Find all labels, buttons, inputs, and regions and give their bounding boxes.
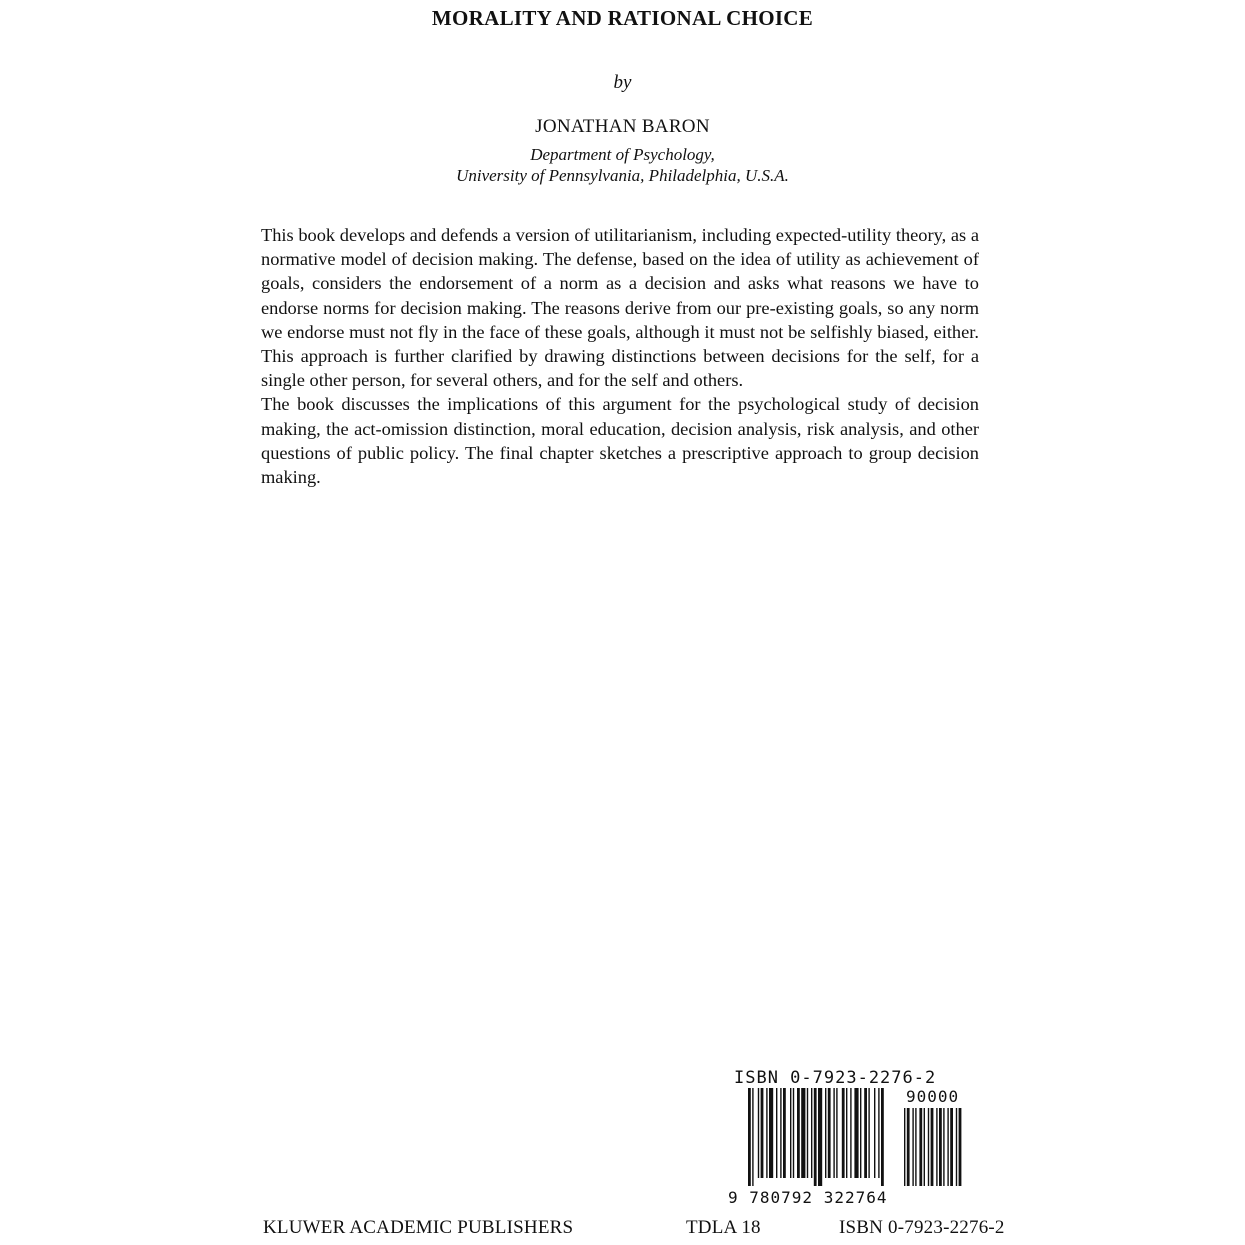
barcode-addon-bar [915,1108,916,1186]
barcode-bar [864,1088,867,1178]
barcode-addon-number: 90000 [906,1087,960,1106]
by-label: by [613,72,632,93]
barcode-bar [836,1088,837,1178]
barcode-bar [807,1088,808,1178]
barcode-bar [752,1088,753,1186]
barcode-addon-bar [943,1108,944,1186]
barcode-addon-bar [904,1108,905,1186]
barcode-bar [780,1088,781,1178]
series-number: TDLA 18 [686,1217,761,1238]
description-paragraph-1: This book develops and defends a version of utilitarianism, including expected-utility theory, as a normative model of decision making. The defense, based on the idea of utility as achievement of goals, considers the endorsement of a norm as a decision and asks what reasons we have to endorse norms for decision making. The reasons derive from our pre-existing goals, so any norm we endorse must not fly in the face of these goals, although it must not be selfishly biased, either. This approach is further clarified by drawing distinctions between decisions for the self, for a single other person, for several others, and for the self and others. [261,225,979,391]
barcode-addon-bar [924,1108,925,1186]
barcode-bar [797,1088,800,1178]
barcode-bar [868,1088,869,1178]
footer-isbn: ISBN 0-7923-2276-2 [839,1217,1005,1238]
description-paragraph-2: The book discusses the implications of this argument for the psychological study of decision making, the act-omission distinction, moral education, decision analysis, risk analysis, and other questions of public policy. The final chapter sketches a prescriptive approach to group decision making. [261,394,979,488]
barcode-bar [828,1088,831,1178]
barcode-bar [748,1088,751,1186]
barcode-bar [850,1088,851,1178]
barcode-bar [874,1088,875,1178]
barcode-bar [811,1088,812,1178]
barcode-bar [761,1088,764,1178]
barcode-bar [769,1088,773,1178]
barcode-addon-bar [928,1108,929,1186]
barcode-bar [860,1088,861,1178]
barcode-addon-bar [950,1108,953,1186]
barcode-bar [825,1088,826,1178]
barcode-bar [801,1088,805,1178]
barcode-bar [842,1088,845,1178]
barcode-addon-bar [919,1108,922,1186]
barcode-bar [790,1088,791,1178]
barcode-addon-bar [959,1108,962,1186]
barcode-bars-graphic [728,1088,978,1188]
author-name: JONATHAN BARON [535,116,710,137]
barcode-bar [846,1088,847,1178]
barcode-bar [881,1088,884,1186]
book-title: MORALITY AND RATIONAL CHOICE [431,6,814,30]
barcode-addon-bar [912,1108,913,1186]
barcode-addon-bar [931,1108,934,1186]
barcode-addon-bar [907,1108,910,1186]
barcode-bar [793,1088,794,1178]
barcode-addon-bar [936,1108,937,1186]
book-description [261,223,979,489]
barcode-addon-bar [947,1108,948,1186]
barcode-isbn-label: ISBN 0-7923-2276-2 [734,1068,937,1088]
isbn-barcode [728,1068,978,1208]
author-affiliation-university: University of Pennsylvania, Philadelphia, U.S.A. [456,166,789,185]
barcode-bar [878,1088,879,1178]
barcode-bar [814,1088,817,1186]
barcode-bar [818,1088,822,1186]
barcode-addon-bar [939,1108,942,1186]
barcode-bar [776,1088,777,1178]
barcode-addon-bar [956,1108,957,1186]
publisher-name: KLUWER ACADEMIC PUBLISHERS [263,1217,574,1238]
barcode-ean-number: 9 780792 322764 [728,1188,888,1207]
barcode-bar [766,1088,767,1178]
barcode-bar [783,1088,786,1178]
barcode-bar [758,1088,759,1178]
author-affiliation-department: Department of Psychology, [530,145,715,164]
barcode-bar [833,1088,834,1178]
barcode-bar [854,1088,858,1178]
